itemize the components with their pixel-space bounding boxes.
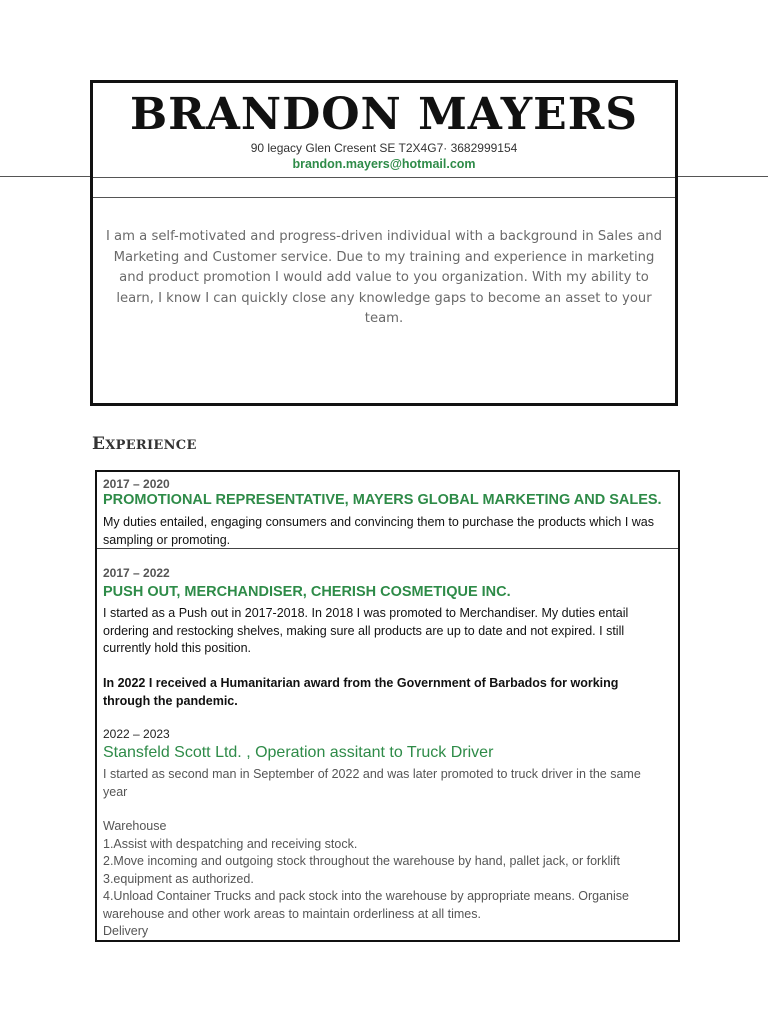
page-rule-right xyxy=(676,176,768,177)
job-detail-line: Warehouse xyxy=(103,819,167,833)
job-description: I started as a Push out in 2017-2018. In 2018 I was promoted to Merchandiser. My duties entail ordering and restocking shelves, making sure all products are up to date and not expired. I still currently hold this position. xyxy=(103,606,629,655)
job-detail-line: Delivery xyxy=(103,924,149,938)
job-details xyxy=(103,818,668,941)
job-description: I started as second man in September of 2022 and was later promoted to truck driver in the same year xyxy=(103,767,641,799)
job-description: My duties entailed, engaging consumers and convincing them to purchase the products which I was sampling or promoting. xyxy=(103,515,655,547)
contact-line: 90 legacy Glen Cresent SE T2X4G7· 3682999154 xyxy=(250,141,518,155)
job-title: PROMOTIONAL REPRESENTATIVE, MAYERS GLOBAL MARKETING AND SALES. xyxy=(103,492,662,508)
job-detail-line: 1.Assist with despatching and receiving stock. xyxy=(103,836,358,851)
job-detail-line: 3.equipment as authorized. xyxy=(103,871,254,886)
job-dates: 2022 – 2023 xyxy=(103,727,170,741)
email-link[interactable]: brandon.mayers@hotmail.com xyxy=(292,157,476,171)
job-detail-line: 2.Move incoming and outgoing stock throughout the warehouse by hand, pallet jack, or forklift xyxy=(103,854,620,868)
header-divider xyxy=(93,177,675,178)
experience-box xyxy=(95,470,680,942)
job-dates: 2017 – 2022 xyxy=(103,566,170,580)
job-award: In 2022 I received a Humanitarian award from the Government of Barbados for working through the pandemic. xyxy=(103,676,619,708)
experience-heading: EXPERIENCE xyxy=(92,434,197,454)
summary-text: I am a self-motivated and progress-driven individual with a background in Sales and Marketing and Customer service. Due to my training and experience in marketing and product promotion I would add value to you organization. With my ability to learn, I know I can quickly close any knowledge gaps to become an asset to your team. xyxy=(105,229,663,326)
job-divider xyxy=(97,548,678,549)
job-detail-line: 4.Unload Container Trucks and pack stock into the warehouse by appropriate means. Organise warehouse and other work areas to maintain orderliness at all times. xyxy=(103,889,629,921)
job-title: PUSH OUT, MERCHANDISER, CHERISH COSMETIQUE INC. xyxy=(103,584,511,600)
job-dates: 2017 – 2020 xyxy=(103,477,170,491)
job-title: Stansfeld Scott Ltd. , Operation assitant to Truck Driver xyxy=(103,744,494,761)
candidate-name: BRANDON MAYERS xyxy=(129,89,639,140)
header-divider xyxy=(93,197,675,198)
header-box xyxy=(90,80,678,406)
page-rule-left xyxy=(0,176,92,177)
